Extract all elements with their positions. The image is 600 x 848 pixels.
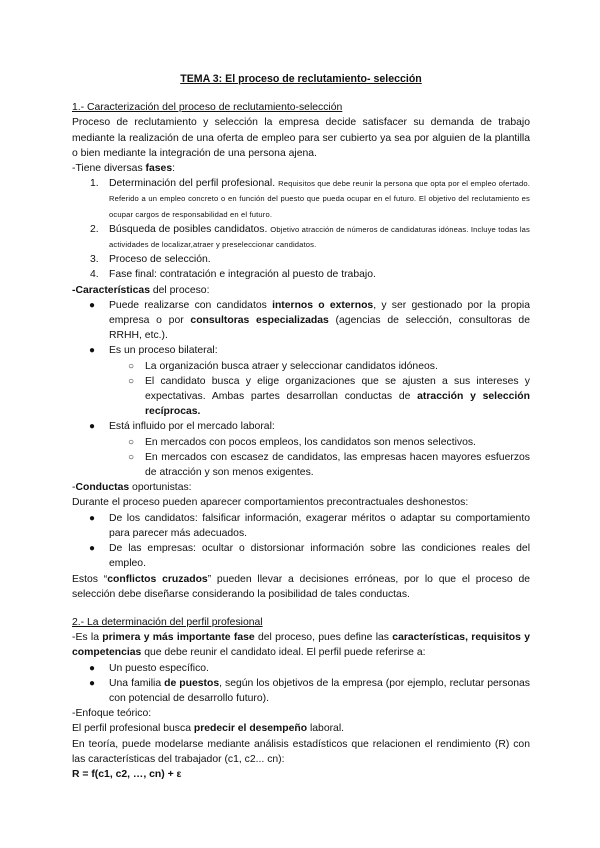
- list-item: ● Es un proceso bilateral:: [72, 343, 530, 358]
- sub-list-item: ○ El candidato busca y elige organizaciones que se ajusten a sus intereses y expectativas. Ambas partes desarrollan conductas de atracción y selección recíprocas.: [128, 375, 530, 418]
- formula: R = f(c1, c2, …, cn) + ε: [72, 768, 182, 780]
- enfoque-label: -Enfoque teórico:: [72, 708, 152, 720]
- conductas-list: [72, 511, 530, 572]
- fase-item: 2. Búsqueda de posibles candidatos. Objetivo atracción de números de candidaturas idóneas. Incluye todas las actividades de localizar,atraer y preseleccionar candidatos.: [90, 223, 530, 250]
- sub-list-item: ○ La organización busca atraer y seleccionar candidatos idóneos.: [72, 359, 530, 374]
- hollow-bullet-icon: ○: [128, 436, 135, 448]
- conductas-intro: Durante el proceso pueden aparecer comportamientos precontractuales deshonestos:: [72, 497, 469, 509]
- section-1-heading: 1.- Caracterización del proceso de reclutamiento-selección: [72, 102, 343, 114]
- list-item: ● Un puesto específico.: [72, 661, 530, 676]
- section-2-intro: -Es la primera y más importante fase del proceso, pues define las características, requisitos y competencias que debe reunir el candidato ideal. El perfil puede referirse a:: [72, 632, 531, 659]
- list-item: ● De los candidatos: falsificar información, exagerar méritos o adaptar su comportamiento para parecer más adecuados.: [89, 512, 530, 539]
- fase-item: 1. Determinación del perfil profesional. Requisitos que debe reunir la persona que opta por el empleo ofertado. Referido a un empleo concreto o en función del puesto que pueda ocupar en el futuro. El objetivo del reclutamiento es ocupar cargos de responsabilidad en el futuro.: [90, 178, 530, 219]
- conductas-label: -Conductas oportunistas:: [72, 482, 192, 494]
- perfil-paragraph: El perfil profesional busca predecir el desempeño laboral.: [72, 723, 345, 735]
- caracteristicas-label: -Características del proceso:: [72, 284, 210, 296]
- bullet-icon: ●: [89, 512, 96, 524]
- fases-label: -Tiene diversas fases:: [72, 163, 175, 175]
- hollow-bullet-icon: ○: [128, 451, 135, 463]
- section-1-intro: Proceso de reclutamiento y selección la empresa decide satisfacer su demanda de trabajo mediante la realización de una oferta de empleo para ser cubierto ya sea por alguien de la plantilla o bien mediante la integración de una persona ajena.: [72, 117, 530, 159]
- caracteristicas-list: [72, 298, 530, 480]
- fases-list: [72, 176, 530, 282]
- fase-item: 3. Proceso de selección.: [90, 254, 211, 266]
- list-item: ● Puede realizarse con candidatos internos o externos, y ser gestionado por la propia empresa o por consultoras especializadas (agencias de selección, consultoras de RRHH, etc.).: [89, 299, 530, 342]
- page-title: TEMA 3: El proceso de reclutamiento- selección: [180, 73, 422, 85]
- bullet-icon: ●: [89, 421, 96, 433]
- list-item: ● Está influido por el mercado laboral:: [72, 419, 530, 434]
- bullet-icon: ●: [89, 299, 96, 311]
- bullet-icon: ●: [89, 677, 96, 689]
- hollow-bullet-icon: ○: [128, 360, 135, 372]
- fase-item: 4. Fase final: contratación e integración al puesto de trabajo.: [90, 269, 376, 281]
- sub-list-item: ○ En mercados con escasez de candidatos, las empresas hacen mayores esfuerzos de atracción y son menos exigentes.: [128, 451, 530, 479]
- list-item: ● Una familia de puestos, según los objetivos de la empresa (por ejemplo, reclutar personas con potencial de desarrollo futuro).: [89, 677, 530, 704]
- sub-list-item: ○ En mercados con pocos empleos, los candidatos son menos selectivos.: [72, 435, 530, 450]
- hollow-bullet-icon: ○: [128, 375, 135, 387]
- modelo-paragraph: En teoría, puede modelarse mediante análisis estadísticos que relacionen el rendimiento (R) con las características del trabajador (c1, c2... cn):: [72, 738, 530, 765]
- list-item: ● De las empresas: ocultar o distorsionar información sobre las condiciones reales del empleo.: [89, 543, 530, 570]
- bullet-icon: ●: [89, 543, 96, 555]
- bullet-icon: ●: [89, 662, 96, 674]
- conflictos-paragraph: Estos “conflictos cruzados” pueden llevar a decisiones erróneas, por lo que el proceso de selección debe diseñarse considerando la posibilidad de tales conductas.: [72, 573, 531, 600]
- perfil-list: [72, 661, 530, 707]
- bullet-icon: ●: [89, 345, 96, 357]
- section-2-heading: 2.- La determinación del perfil profesional: [72, 616, 263, 628]
